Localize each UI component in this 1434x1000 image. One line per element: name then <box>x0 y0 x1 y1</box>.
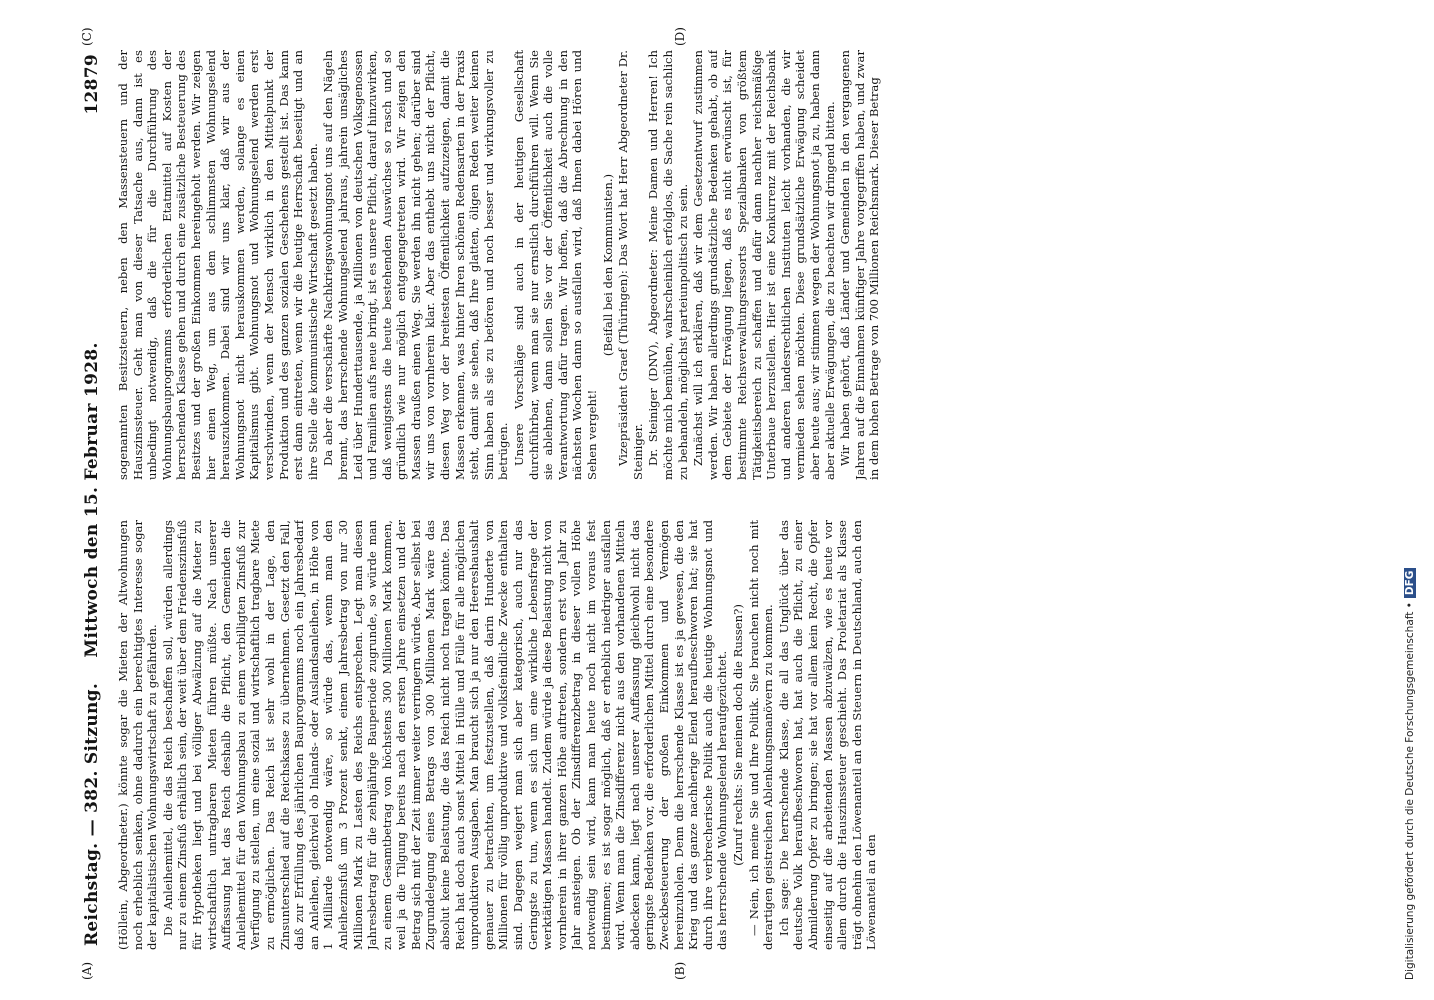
credit-text: Digitalisierung gefördert durch die Deutsche Forschungsgemeinschaft • <box>1404 602 1416 980</box>
paragraph: (Beifall bei den Kommunisten.) <box>600 173 615 357</box>
dfg-logo: DFG <box>1404 568 1416 599</box>
paragraph: Vizepräsident Graef (Thüringen): Das Wort hat Herr Abgeordneter Dr. Steiniger. <box>616 50 645 480</box>
margin-marker-c: (C) <box>80 27 94 46</box>
header-left: Reichstag. — 382. Sitzung. <box>82 682 102 946</box>
right-column <box>116 50 1316 480</box>
header-date: Mittwoch den 15. Februar 1928. <box>82 342 102 658</box>
page-number: 12879 <box>82 54 102 115</box>
paragraph: — Nein, ich meine Sie und Ihre Politik. Sie brauchen nicht noch mit derartigen geistreichen Ablenkungsmanövern zu kommen. <box>746 520 776 950</box>
paragraph: Dr. Steiniger (DNV), Abgeordneter: Meine Damen und Herren! Ich möchte mich bemühen, wahrscheinlich erfolglos, die Sache rein sachlich zu behandeln, möglichst parteiunpolitisch zu sein. <box>646 50 690 480</box>
page-header <box>78 50 108 950</box>
paragraph: (Zuruf rechts: Sie meinen doch die Russen?) <box>730 604 745 866</box>
digitization-credit <box>1404 0 1424 980</box>
paragraph: Wir haben gehört, daß Länder und Gemeinden in den vergangenen Jahren auf die Einnahmen künftiger Jahre vorgegriffen haben, und zwar in dem hohen Betrage von 700 Millionen Reichsmark. Dieser Betrag <box>838 50 882 480</box>
margin-marker-b: (B) <box>673 961 687 980</box>
paragraph: Die Anleihemittel, die das Reich beschaffen soll, würden allerdings nur zu einem Zinsfuß erhältlich sein, der weit über dem Friedenszinsfuß für Hypotheken liegt und bei völliger Abwälzung auf die Mieter zu wirtschaftlich untragbaren Mieten führen müßte. Nach unserer Auffassung hat das Reich deshalb die Pflicht, den Gemeinden die Anleihemittel für den Wohnungsbau zu einem verbilligten Zinsfuß zur Verfügung zu stellen, um eine sozial und wirtschaftlich tragbare Miete zu ermöglichen. Das Reich ist sehr wohl in der Lage, den Zinsunterschied auf die Reichskasse zu übernehmen. Gesetzt den Fall, daß zur Erfüllung des jährlichen Bauprogramms noch ein Jahresbedarf an Anleihen, gleichviel ob Inlands- oder Auslandsanleihen, in Höhe von 1 Milliarde notwendig wäre, so würde das, wenn man den Anleihezinsfuß um 3 Prozent senkt, einem Jahresbetrag von nur 30 Millionen Mark zu Lasten des Reichs entsprechen. Legt man diesen Jahresbetrag für die zehnjährige Bauperiode zugrunde, so würde man zu einem Gesamtbetrag von höchstens 300 Millionen Mark kommen, weil ja die Tilgung bereits nach den ersten Jahre einsetzen und der Betrag sich mit der Zeit immer weiter verringern würde. Aber selbst bei Zugrundelegung eines Betrags von 300 Millionen Mark wäre das absolut keine Belastung, die das Reich nicht noch tragen könnte. Das Reich hat doch auch sonst Mittel in Hülle und Fülle für alle möglichen unproduktiven Ausgaben. Man braucht sich ja nur den Heereshaushalt genauer zu betrachten, um festzustellen, daß darin Hunderte von Millionen für völlig unproduktive und volksfeindliche Zwecke enthalten sind. Dagegen weigert man sich aber kategorisch, auch nur das Geringste zu tun, wenn es sich um eine wirkliche Lebensfrage der werktätigen Massen handelt. Zudem würde ja diese Belastung nicht von vornherein in ihrer ganzen Höhe auftreten, sondern erst von Jahr zu Jahr ansteigen. Ob der Zinsdifferenzbetrag in dieser vollen Höhe notwendig sein wird, kann man heute noch nicht im voraus fest bestimmen; es ist sogar möglich, daß er erheblich niedriger ausfallen wird. Wenn man die Zinsdifferenz nicht aus den vorhandenen Mitteln abdecken kann, liegt nach unserer Auffassung gleichwohl nicht das geringste Bedenken vor, die erforderlichen Mittel durch eine besondere Zweckbesteuerung der großen Einkommen und Vermögen hereinzuholen. Denn die herrschende Klasse ist es ja gewesen, die den Krieg und das ganze nachherige Elend heraufbeschworen hat; sie hat durch ihre verbrecherische Politik auch die heutige Wohnungsnot und das herrschende Wohnungselend heraufgezüchtet. <box>160 520 730 950</box>
paragraph: (Höllein, Abgeordneter.) könnte sogar die Mieten der Altwohnungen noch erheblich senken, ohne dadurch ein berechtigtes Interesse sogar der kapitalistischen Wohnungswirtschaft zu gefährden. <box>116 520 160 950</box>
paragraph: Ich sage: Die herrschende Klasse, die all das Unglück über das deutsche Volk heraufbeschworen hat, hat auch die Pflicht, zu einer Abmilderung Opfer zu bringen; sie hat vor allem kein Recht, die Opfer einseitig auf die arbeitenden Massen abzuwälzen, wie es heute vor allem durch die Hauszinssteuer geschieht. Das Proletariat als Klasse trägt ohnehin den Löwenanteil an den Steuern in Deutschland, auch den Löwenanteil an den <box>776 520 879 950</box>
margin-marker-a: (A) <box>80 961 94 980</box>
left-column <box>116 520 1316 950</box>
paragraph: Unsere Vorschläge sind auch in der heutigen Gesellschaft durchführbar, wenn man sie nur ernstlich durchführen will. Wenn Sie sie ablehnen, dann sollen Sie vor der Öffentlichkeit auch die volle Verantwortung dafür tragen. Wir hoffen, daß die Abrechnung in den nächsten Wochen dann so ausfallen wird, daß Ihnen dabei Hören und Sehen vergeht! <box>512 50 599 480</box>
newspaper-sheet <box>78 27 1318 980</box>
paragraph: sogenannten Besitzsteuern, neben den Massensteuern und der Hauszinssteuer. Geht man von dieser Tatsache aus, dann ist es unbedingt notwendig, daß die für die Durchführung des Wohnungsbauprogramms erforderlichen Etatmittel auf Kosten der herrschenden Klasse gehen und durch eine zusätzliche Besteuerung des Besitzes und der großen Einkommen hereingeholt werden. Wir zeigen hier einen Weg, um aus dem schlimmsten Wohnungselend herauszukommen. Dabei sind wir uns klar, daß wir aus der Wohnungsnot nicht herauskommen werden, solange es einen Kapitalismus gibt. Wohnungsnot und Wohnungselend werden erst verschwinden, wenn der Mensch wirklich in den Mittelpunkt der Produktion und des ganzen sozialen Geschehens gestellt ist. Das kann erst dann eintreten, wenn wir die heutige Herrschaft beseitigt und an ihre Stelle die kommunistische Wirtschaft gesetzt haben. <box>116 50 320 480</box>
paragraph: Da aber die verschärfte Nachkriegswohnungsnot uns auf den Nägeln brennt, das herrschende Wohnungselend jahraus, jahrein unsägliches Leid über Hunderttausende, ja Millionen von deutschen Volksgenossen und Familien aufs neue bringt, ist es unsere Pflicht, darauf hinzuwirken, daß wenigstens die heute bestehenden Auswüchse so rasch und so gründlich wie nur möglich entgegengetreten wird. Wir zeigen den Massen draußen einen Weg. Sie werden ihn nicht gehen; darüber sind wir uns von vornherein klar. Aber das enthebt uns nicht der Pflicht, diesen Weg vor der breitesten Öffentlichkeit aufzuzeigen, damit die Massen erkennen, was hinter Ihren schönen Redensarten in der Praxis steht, damit sie sehen, daß Ihre glatten, öligen Reden weiter keinen Sinn haben als sie zu betören und noch besser und wirkungsvoller zu betrügen. <box>321 50 511 480</box>
margin-marker-d: (D) <box>673 27 687 46</box>
paragraph: Zunächst will ich erklären, daß wir dem Gesetzentwurf zustimmen werden. Wir haben allerdings grundsätzliche Bedenken gehabt, ob auf dem Gebiete der Erwägung liegen, daß es nicht erwünscht ist, für bestimmte Reichsverwaltungsressorts Spezialbanken von größtem Tätigkeitsbereich zu schaffen und dafür dann nachher reichsmäßige Unterbaue herzustellen. Hier ist eine Konkurrenz mit der Reichsbank und anderen landesrechtlichen Instituten leicht vorhanden, die wir vermieden sehen möchten. Diese grundsätzliche Erwägung scheidet aber heute aus; wir stimmen wegen der Wohnungsnot ja zu, haben dann aber aktuelle Erwägungen, die zu beachten wir dringend bitten. <box>691 50 837 480</box>
